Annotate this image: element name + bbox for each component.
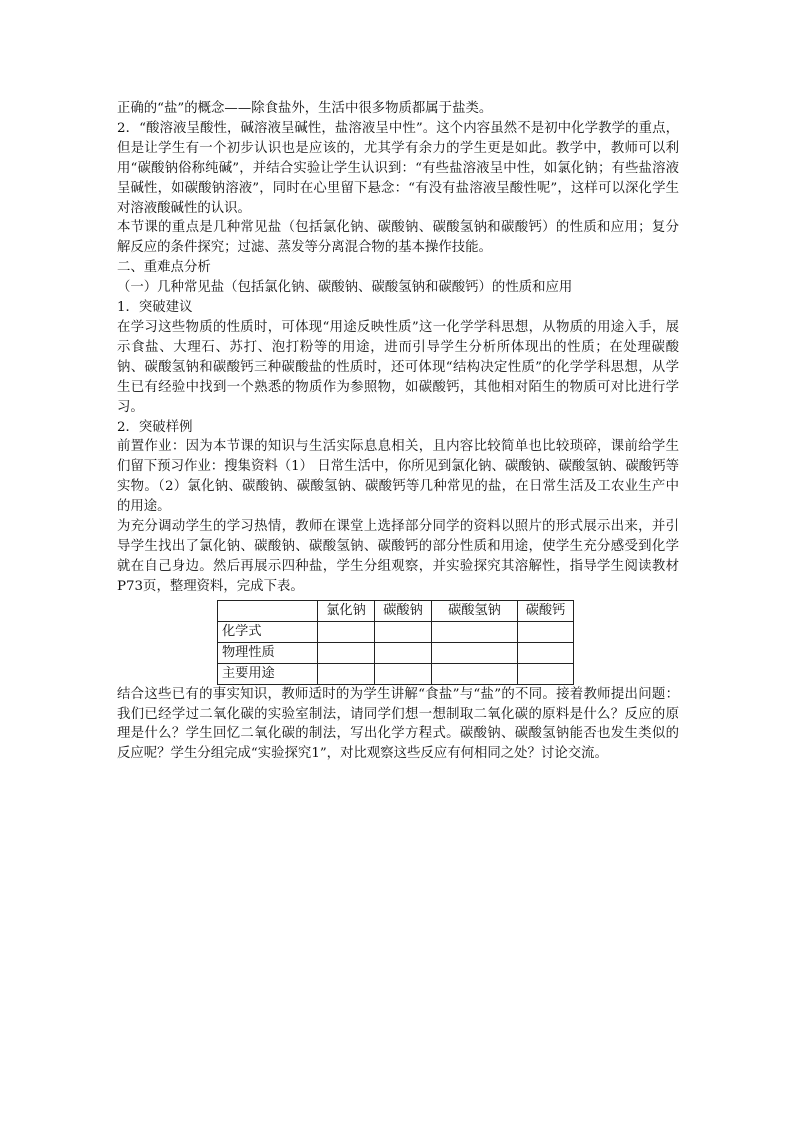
table-cell [318, 642, 375, 663]
table-row-label: 主要用途 [218, 663, 318, 684]
table-cell [375, 621, 432, 642]
table-row [218, 642, 574, 663]
table-cell [518, 663, 574, 684]
subsection-heading-common-salts: （一）几种常见盐（包括氯化钠、碳酸钠、碳酸氢钠和碳酸钙）的性质和应用 [117, 280, 573, 296]
section-heading-analysis: 二、重难点分析 [117, 260, 211, 276]
table-cell [432, 621, 518, 642]
table-header-cell [218, 600, 318, 621]
table-header-cell: 碳酸氢钠 [432, 600, 518, 621]
table-cell [432, 642, 518, 663]
paragraph-key-points: 本节课的重点是几种常见盐（包括氯化钠、碳酸钠、碳酸氢钠和碳酸钙）的性质和应用；复分解反应的条件探究；过滤、蒸发等分离混合物的基本操作技能。 [117, 220, 679, 256]
table-row [218, 663, 574, 684]
paragraph-classroom-activity: 为充分调动学生的学习热情，教师在课堂上选择部分同学的资料以照片的形式展示出来，并引导学生找出了氯化钠、碳酸钠、碳酸氢钠、碳酸钙的部分性质和用途，使学生充分感受到化学就在自己身边。然后再展示四种盐，学生分组观察，并实验探究其溶解性，指导学生阅读教材P73页，整理资料，完成下表。 [117, 519, 679, 594]
table-row [218, 621, 574, 642]
table-cell [318, 663, 375, 684]
paragraph-suggestion: 在学习这些物质的性质时，可体现“用途反映性质”这一化学学科思想，从物质的用途入手，展示食盐、大理石、苏打、泡打粉等的用途，进而引导学生分析所体现出的性质；在处理碳酸钠、碳酸氢钠和碳酸钙三种碳酸盐的性质时，还可体现“结构决定性质”的化学学科思想，从学生已有经验中找到一个熟悉的物质作为参照物，如碳酸钙，其他相对陌生的物质可对比进行学习。 [117, 319, 679, 415]
table-cell [375, 663, 432, 684]
table-row-label: 物理性质 [218, 642, 318, 663]
table-row-label: 化学式 [218, 621, 318, 642]
salt-properties-table [217, 600, 574, 685]
document-page [117, 99, 679, 764]
table-cell [375, 642, 432, 663]
table-cell [518, 621, 574, 642]
table-header-cell: 碳酸钙 [518, 600, 574, 621]
table-cell [318, 621, 375, 642]
paragraph-discussion: 结合这些已有的事实知识，教师适时的为学生讲解“食盐”与“盐”的不同。接着教师提出问题：我们已经学过二氧化碳的实验室制法，请同学们想一想制取二氧化碳的原料是什么？反应的原理是什么？学生回忆二氧化碳的制法，写出化学方程式。碳酸钠、碳酸氢钠能否也发生类似的反应呢？学生分组完成“实验探究1”，对比观察这些反应有何相同之处？讨论交流。 [117, 686, 679, 762]
table-cell [518, 642, 574, 663]
paragraph-preview-homework: 前置作业：因为本节课的知识与生活实际息息相关，且内容比较简单也比较琐碎，课前给学生们留下预习作业：搜集资料（1） 日常生活中，你所见到氯化钠、碳酸钠、碳酸氢钠、碳酸钙等实物。（2）氯化钠、碳酸钠、碳酸氢钠、碳酸钙等几种常见的盐，在日常生活及工农业生产中的用途。 [117, 439, 679, 515]
table-header-row [218, 600, 574, 621]
item-heading-suggestion: 1．突破建议 [117, 300, 193, 316]
table-cell [432, 663, 518, 684]
item-heading-example: 2．突破样例 [117, 419, 193, 435]
table-header-cell: 碳酸钠 [375, 600, 432, 621]
table-header-cell: 氯化钠 [318, 600, 375, 621]
paragraph-salt-concept: 正确的“盐”的概念——除食盐外，生活中很多物质都属于盐类。 [117, 101, 493, 116]
paragraph-acidity-point: 2．“酸溶液呈酸性，碱溶液呈碱性，盐溶液呈中性”。这个内容虽然不是初中化学教学的重点，但是让学生有一个初步认识也是应该的，尤其学有余力的学生更是如此。教学中，教师可以利用“碳酸钠俗称纯碱”，并结合实验让学生认识到：“有些盐溶液呈中性，如氯化钠；有些盐溶液呈碱性，如碳酸钠溶液”，同时在心里留下悬念：“有没有盐溶液呈酸性呢”，这样可以深化学生对溶液酸碱性的认识。 [117, 120, 679, 216]
